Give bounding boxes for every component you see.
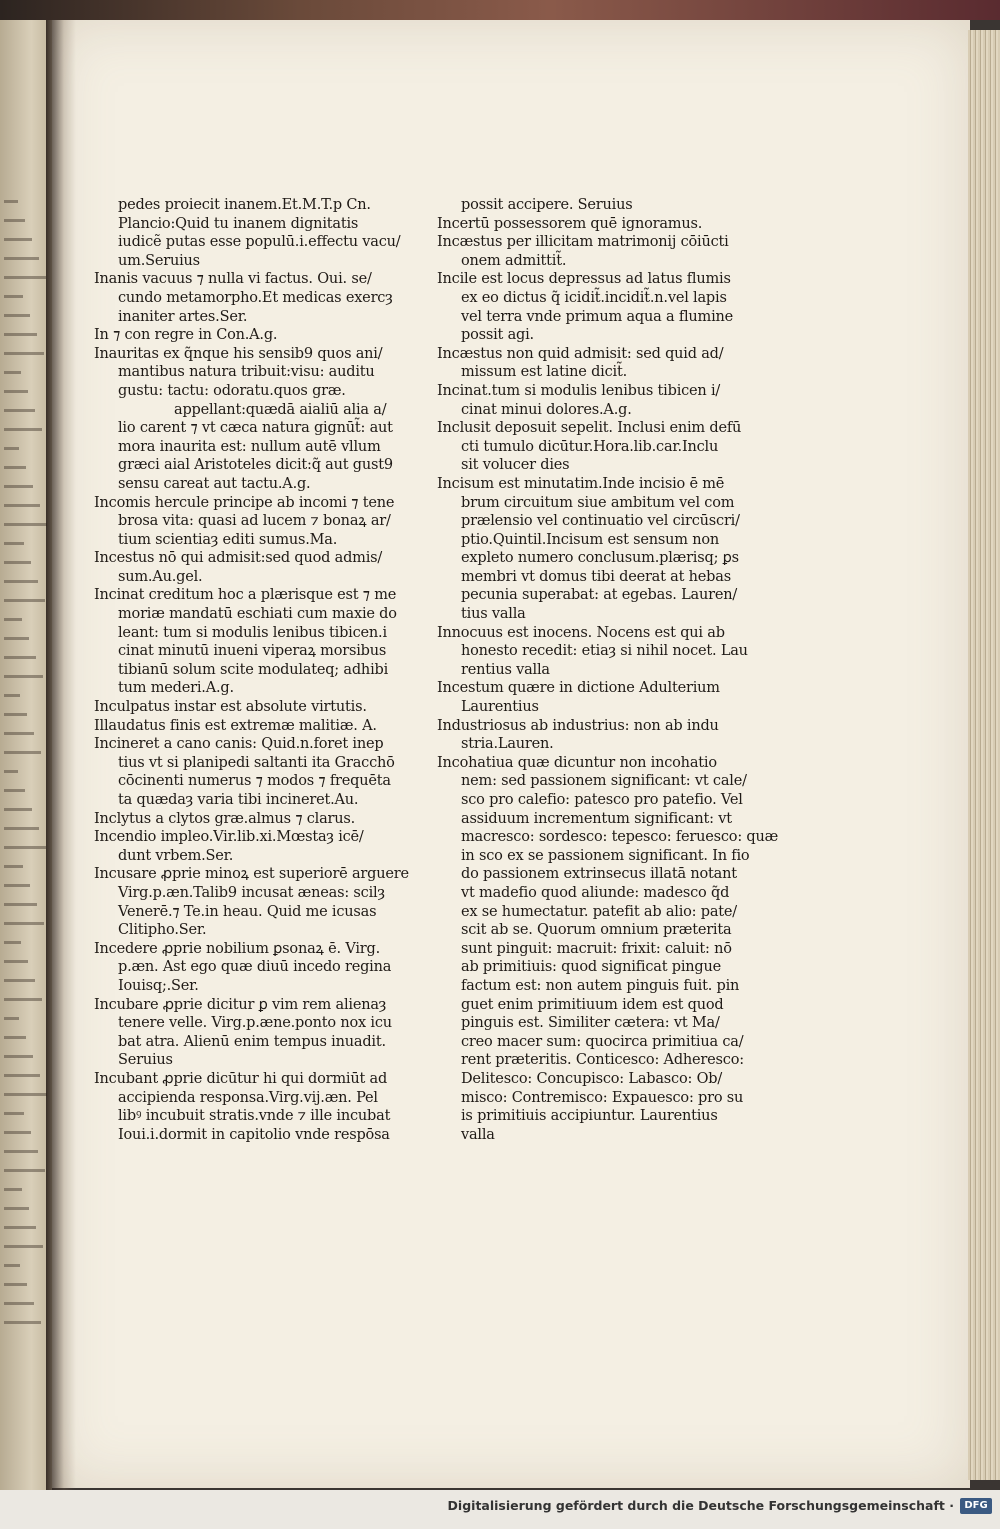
text-line: Incinat.tum si modulis lenibus tibicen i/ — [437, 382, 721, 399]
text-line: ab primitiuis: quod significat pingue — [461, 959, 721, 976]
facing-page — [0, 20, 52, 1490]
text-line: pinguis est. Similiter cætera: vt Ma/ — [461, 1015, 720, 1032]
text-line: Clitipho.Ser. — [118, 922, 207, 939]
text-line: Plancio:Quid tu inanem dignitatis — [118, 215, 359, 232]
text-line: Delitesco: Concupisco: Labasco: Ob/ — [461, 1070, 723, 1087]
facing-page-text-line — [4, 1226, 36, 1229]
text-line: sit volucer dies — [461, 457, 570, 474]
facing-page-text-line — [4, 295, 23, 298]
text-line: mora inaurita est: nullum autē vllum — [118, 438, 381, 455]
text-column-left — [94, 196, 424, 1144]
facing-page-text-line — [4, 751, 41, 754]
text-line: missum est latine dicit̃. — [461, 364, 628, 381]
facing-page-text-line — [4, 523, 47, 526]
facing-page-text-line — [4, 1321, 41, 1324]
facing-page-text-line — [4, 808, 32, 811]
text-line: dunt vrbem.Ser. — [118, 847, 234, 864]
text-line: do passionem extrinsecus illatā notant — [461, 866, 737, 883]
facing-page-text-line — [4, 827, 39, 830]
facing-page-text-line — [4, 466, 26, 469]
text-line: ex se humectatur. patefit ab alio: pate/ — [461, 903, 737, 920]
facing-page-text-line — [4, 637, 29, 640]
text-line: inaniter artes.Ser. — [118, 308, 248, 325]
facing-page-text-line — [4, 200, 18, 203]
facing-page-text-line — [4, 599, 45, 602]
text-line: græci aial Aristoteles dicit:q̃ aut gust9 — [118, 457, 393, 474]
facing-page-text-line — [4, 1074, 40, 1077]
text-line: Illaudatus finis est extremæ malitiæ. A. — [94, 717, 377, 734]
text-line: scit ab se. Quorum omnium præterita — [461, 922, 732, 939]
text-line: Inclusit deposuit sepelit. Inclusi enim defū — [437, 420, 742, 437]
text-line: macresco: sordesco: tepesco: feruesco: quæ — [461, 829, 779, 846]
text-line: tum mederi.A.g. — [118, 680, 234, 697]
facing-page-text-line — [4, 580, 38, 583]
facing-page-text-line — [4, 1302, 34, 1305]
facing-page-text-line — [4, 352, 44, 355]
text-line: sum.Au.gel. — [118, 568, 203, 585]
text-line: creo macer sum: quocirca primitiua ca/ — [461, 1033, 744, 1050]
facing-page-text-line — [4, 1055, 33, 1058]
text-line: in sco ex se passionem significant. In fio — [461, 847, 750, 864]
text-line: Incendio impleo.Vir.lib.xi.Mœstaȝ icē/ — [94, 829, 364, 846]
facing-page-text-line — [4, 713, 27, 716]
text-line: nem: sed passionem significant: vt cale/ — [461, 773, 747, 790]
digitization-credit: Digitalisierung gefördert durch die Deutsche Forschungsgemeinschaft · — [447, 1498, 954, 1513]
facing-page-text-line — [4, 732, 34, 735]
facing-page-text-line — [4, 238, 32, 241]
text-line: assiduum incrementum significant: vt — [461, 810, 732, 827]
facing-page-text-line — [4, 1264, 20, 1267]
facing-page-text-line — [4, 1131, 31, 1134]
text-line: um.Seruius — [118, 252, 200, 269]
facing-page-text-line — [4, 675, 43, 678]
text-line: Iouisq;.Ser. — [118, 977, 199, 994]
facing-page-text-line — [4, 257, 39, 260]
text-line: Seruius — [118, 1052, 173, 1069]
dfg-logo: DFG — [960, 1498, 992, 1514]
text-line: Inauritas ex q̃nque his sensib9 quos ani/ — [94, 345, 383, 362]
text-line: expleto numero conclusum.plærisq; ꝑs — [461, 550, 739, 567]
facing-page-text-line — [4, 561, 31, 564]
facing-page-text-line — [4, 770, 18, 773]
facing-page-text-line — [4, 884, 30, 887]
text-line: possit accipere. Seruius — [461, 197, 633, 213]
text-line: tius vt si planipedi saltanti ita Gracchō — [118, 754, 395, 771]
facing-page-text-line — [4, 865, 23, 868]
text-line: sco pro calefio: patesco pro patefio. Vel — [461, 792, 743, 808]
text-line: Laurentius — [461, 699, 539, 716]
text-line: Ioui.i.dormit in capitolio vnde respōsa — [118, 1126, 390, 1143]
text-line: valla — [461, 1126, 495, 1143]
text-line: Incestus nō qui admisit:sed quod admis/ — [94, 550, 383, 567]
text-line: rentius valla — [461, 661, 550, 678]
book-top-edge — [0, 0, 1000, 20]
text-column-right — [437, 196, 779, 1144]
facing-page-text-line — [4, 219, 25, 222]
facing-page-text-line — [4, 903, 37, 906]
text-line: cinat minui dolores.A.g. — [461, 401, 632, 418]
text-line: iudicẽ putas esse populū.i.effectu vacu/ — [118, 234, 401, 251]
text-line: mantibus natura tribuit:visu: auditu — [118, 364, 375, 381]
facing-page-text-line — [4, 504, 40, 507]
text-line: tium scientiaȝ editi sumus.Ma. — [118, 531, 338, 548]
text-line: tenere velle. Virg.p.æne.ponto nox icu — [118, 1015, 392, 1032]
text-line: sunt pinguit: macruit: frixit: caluit: nō — [461, 940, 732, 957]
text-line: Innocuus est inocens. Nocens est qui ab — [437, 624, 725, 641]
text-line: Inclytus a clytos græ.almus ⁊ clarus. — [94, 810, 356, 827]
facing-page-text-line — [4, 371, 21, 374]
text-line: Incinat creditum hoc a plærisque est ⁊ me — [94, 587, 397, 604]
text-line: membri vt domus tibi deerat at hebas — [461, 568, 731, 585]
facing-page-text-line — [4, 314, 30, 317]
facing-page-text-line — [4, 1036, 26, 1039]
text-line: guet enim primitiuum idem est quod — [461, 996, 724, 1013]
facing-page-text-line — [4, 1207, 29, 1210]
text-line: vt madefio quod aliunde: madesco q̃d — [461, 884, 730, 901]
text-line: Incusare ꝓprie minoꝝ est superiorē arguere — [94, 866, 409, 883]
facing-page-text-line — [4, 694, 20, 697]
text-line: Incestum quære in dictione Adulterium — [437, 680, 720, 697]
facing-page-text-line — [4, 1093, 47, 1096]
text-line: Incertū possessorem quē ignoramus. — [437, 215, 703, 232]
text-line: sensu careat aut tactu.A.g. — [118, 475, 311, 492]
facing-page-text-line — [4, 542, 24, 545]
text-line: Incisum est minutatim.Inde incisio ē mē — [437, 475, 725, 492]
facing-page-text-line — [4, 618, 22, 621]
text-line: rent præteritis. Conticesco: Adheresco: — [461, 1052, 744, 1069]
gutter-shadow — [46, 20, 76, 1490]
facing-page-text-line — [4, 428, 42, 431]
facing-page-text-line — [4, 941, 21, 944]
facing-page-text-line — [4, 390, 28, 393]
facing-page-text-line — [4, 447, 19, 450]
text-line: Incæstus per illicitam matrimonij cōiūcti — [437, 234, 729, 251]
text-line: Inanis vacuus ⁊ nulla vi factus. Oui. se/ — [94, 271, 372, 288]
text-line: libꝰ incubuit stratis.vnde ⁊ ille incubat — [118, 1108, 391, 1125]
facing-page-text-line — [4, 922, 44, 925]
text-line: p.æn. Ast ego quæ diuū incedo regina — [118, 959, 392, 976]
text-line: Incubare ꝓprie dicitur ꝑ vim rem alienaȝ — [94, 996, 387, 1013]
text-line: brosa vita: quasi ad lucem ⁊ bonaꝝ ar/ — [118, 513, 391, 530]
text-line: lio carent ⁊ vt cæca natura gignūt̃: aut — [118, 420, 393, 437]
text-line: Incæstus non quid admisit: sed quid ad/ — [437, 345, 724, 362]
text-line: ex eo dictus q̃ icidit̃.incidit̃.n.vel lapis — [461, 289, 727, 306]
text-line: Venerē.⁊ Te.in heau. Quid me icusas — [118, 903, 377, 920]
facing-page-text-line — [4, 333, 37, 336]
text-line: onem admittit̃. — [461, 252, 567, 269]
text-line: cōcinenti numerus ⁊ modos ⁊ frequēta — [118, 773, 391, 790]
text-line: honesto recedit: etiaȝ si nihil nocet. Lau — [461, 643, 748, 660]
text-line: appellant:quædā aialiū alia a/ — [174, 401, 387, 418]
text-line: Incomis hercule principe ab incomi ⁊ tene — [94, 494, 395, 511]
text-line: pedes proiecit inanem.Et.M.T.p Cn. — [118, 197, 371, 213]
facing-page-text-line — [4, 1245, 43, 1248]
facing-page-text-line — [4, 409, 35, 412]
text-line: pecunia superabat: at egebas. Lauren/ — [461, 587, 738, 604]
text-line: Incubant ꝓprie dicūtur hi qui dormiūt ad — [94, 1070, 388, 1087]
book-page — [52, 20, 970, 1488]
facing-page-text-line — [4, 846, 46, 849]
text-line: Virg.p.æn.Talib9 incusat æneas: scilȝ — [118, 884, 385, 901]
facing-page-text-line — [4, 960, 28, 963]
facing-page-text-line — [4, 1169, 45, 1172]
text-line: Incohatiua quæ dicuntur non incohatio — [437, 754, 717, 771]
text-line: bat atra. Alienū enim tempus inuadit. — [118, 1033, 386, 1050]
facing-page-text-line — [4, 1017, 19, 1020]
text-line: vel terra vnde primum aqua a flumine — [461, 308, 734, 325]
facing-page-text-line — [4, 485, 33, 488]
text-line: tibianū solum scite modulateq; adhibi — [118, 661, 389, 678]
facing-page-text-line — [4, 979, 35, 982]
text-line: leant: tum si modulis lenibus tibicen.i — [118, 624, 387, 641]
text-line: Incile est locus depressus ad latus flumis — [437, 271, 731, 288]
facing-page-text-line — [4, 656, 36, 659]
facing-page-text-line — [4, 1188, 22, 1191]
text-line: cinat minutū inueni viperaꝝ morsibus — [118, 643, 387, 660]
text-line: In ⁊ con regre in Con.A.g. — [94, 327, 278, 344]
text-line: Inculpatus instar est absolute virtutis. — [94, 699, 367, 716]
text-line: Industriosus ab industrius: non ab indu — [437, 717, 719, 734]
text-line: cti tumulo dicūtur.Hora.lib.car.Inclu — [461, 438, 719, 455]
text-line: accipienda responsa.Virg.vij.æn. Pel — [118, 1089, 378, 1106]
facing-page-text-line — [4, 276, 46, 279]
text-line: factum est: non autem pinguis fuit. pin — [461, 977, 740, 994]
text-line: possit agi. — [461, 327, 534, 344]
text-line: brum circuitum siue ambitum vel com — [461, 494, 735, 511]
facing-page-text-line — [4, 998, 42, 1001]
facing-page-text-line — [4, 1283, 27, 1286]
text-line: misco: Contremisco: Expauesco: pro su — [461, 1089, 744, 1106]
text-line: is primitiuis accipiuntur. Laurentius — [461, 1108, 718, 1125]
facing-page-text-line — [4, 1150, 38, 1153]
facing-page-text-line — [4, 1112, 24, 1115]
text-line: moriæ mandatū eschiati cum maxie do — [118, 606, 397, 623]
text-line: Incineret a cano canis: Quid.n.foret inep — [94, 736, 384, 753]
text-line: gustu: tactu: odoratu.quos græ. — [118, 382, 346, 399]
text-line: ta quædaȝ varia tibi incineret.Au. — [118, 792, 359, 808]
text-line: Incedere ꝓprie nobilium ꝑsonaꝝ ē. Virg. — [94, 940, 381, 957]
page-edges — [968, 30, 1000, 1480]
text-line: ptio.Quintil.Incisum est sensum non — [461, 531, 720, 548]
text-line: cundo metamorpho.Et medicas exercȝ — [118, 289, 393, 306]
facing-page-text-line — [4, 789, 25, 792]
text-line: prælensio vel continuatio vel circūscri/ — [461, 513, 740, 530]
text-line: stria.Lauren. — [461, 736, 554, 753]
text-line: tius valla — [461, 606, 526, 623]
